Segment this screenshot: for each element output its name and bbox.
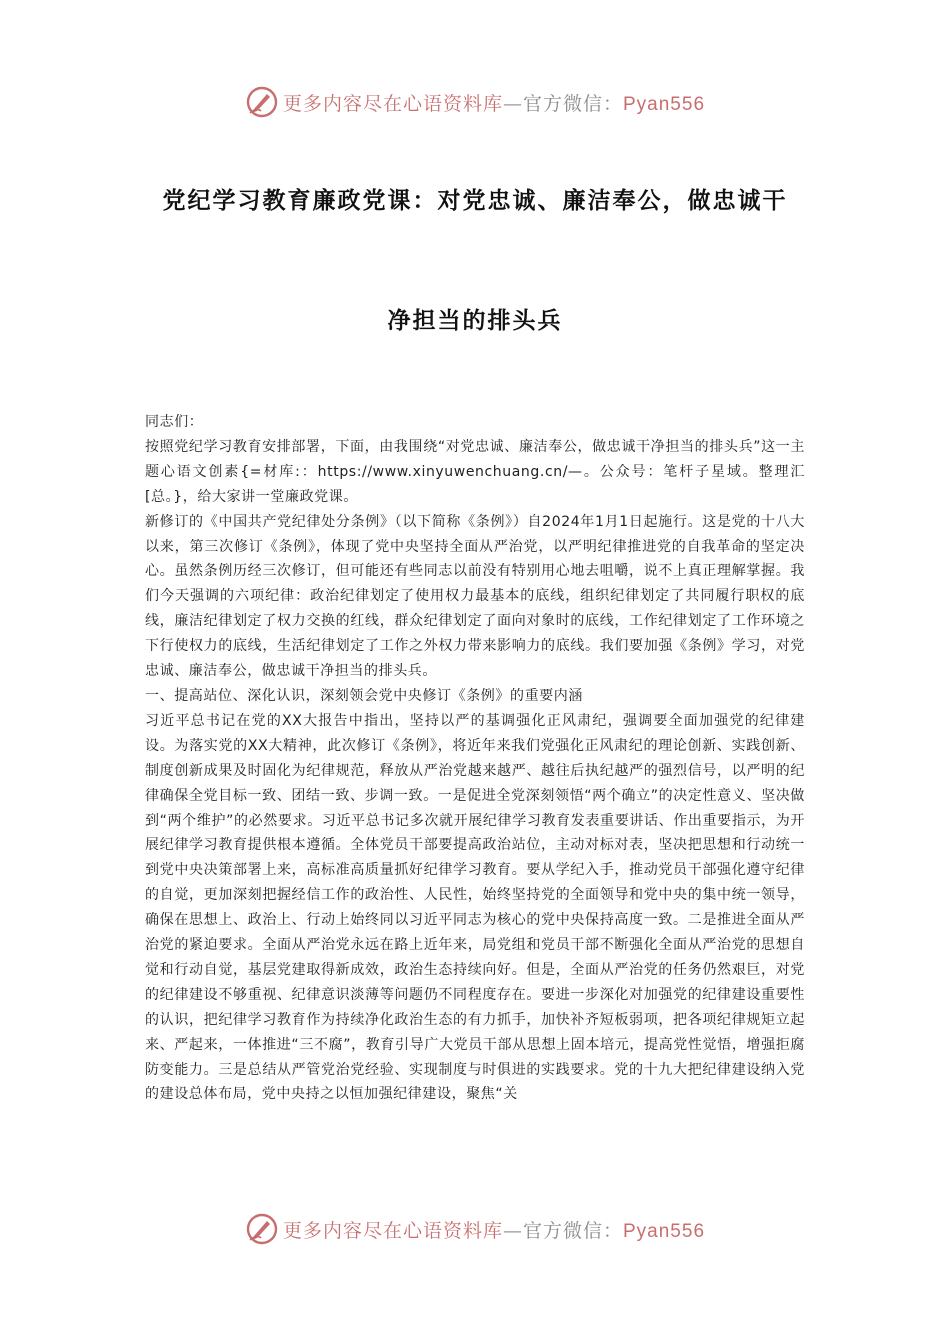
banner-main-text: 更多内容尽在心语资料库 [282,92,503,115]
document-body [145,410,805,1107]
paragraph-intro: 按照党纪学习教育安排部署，下面，由我围绕“对党忠诚、廉洁奉公，做忠诚干净担当的排头兵”这一主题心语文创素{=材库:：https://www.xinyuwenchuang.cn/—。公众号：笔杆子星域。整理汇[总。}，给大家讲一堂廉政党课。 [145,438,805,505]
paragraph-regulation: 新修订的《中国共产党纪律处分条例》（以下简称《条例》）自2024年1月1日起施行。这是党的十八大以来，第三次修订《条例》，体现了党中央坚持全面从严治党，以严明纪律推进党的自我革命的坚定决心。虽然条例历经三次修订，但可能还有些同志以前没有特别用心地去咀嚼，说不上真正理解掌握。我们今天强调的六项纪律：政治纪律划定了使用权力最基本的底线，组织纪律划定了共同履行职权的底线，廉洁纪律划定了权力交换的红线，群众纪律划定了面向对象时的底线，工作纪律划定了工作环境之下行使权力的底线，生活纪律划定了工作之外权力带来影响力的底线。我们要加强《条例》学习，对党忠诚、廉洁奉公，做忠诚干净担当的排头兵。 [145,513,805,680]
banner-wechat-label: 官方微信： [522,1219,623,1242]
banner-wechat-id: Pyan556 [623,1220,706,1242]
header-banner [0,82,950,122]
banner-text [283,1216,705,1243]
banner-dash: — [502,1219,523,1242]
banner-text [283,89,705,116]
footer-banner [0,1209,950,1249]
salutation: 同志们： [145,414,204,430]
banner-wechat-id: Pyan556 [623,93,706,115]
banner-dash: — [502,92,523,115]
banner-wechat-label: 官方微信： [522,92,623,115]
banner-main-text: 更多内容尽在心语资料库 [282,1219,503,1242]
paragraph-section-1: 习近平总书记在党的XX大报告中指出，坚持以严的基调强化正风肃纪，强调要全面加强党的纪律建设。为落实党的XX大精神，此次修订《条例》，将近年来我们党强化正风肃纪的理论创新、实践创新、制度创新成果及时固化为纪律规范，释放从严治党越来越严、越往后执纪越严的强烈信号，以严明的纪律确保全党目标一致、团结一致、步调一致。一是促进全党深刻领悟“两个确立”的决定性意义、坚决做到“两个维护”的必然要求。习近平总书记多次就开展纪律学习教育发表重要讲话、作出重要指示，为开展纪律学习教育提供根本遵循。全体党员干部要提高政治站位，主动对标对表，坚决把思想和行动统一到党中央决策部署上来，高标准高质量抓好纪律学习教育。要从学纪入手，推动党员干部强化遵守纪律的自觉，更加深刻把握经信工作的政治性、人民性，始终坚持党的全面领导和党中央的集中统一领导，确保在思想上、政治上、行动上始终同以习近平同志为核心的党中央保持高度一致。二是推进全面从严治党的紧迫要求。全面从严治党永远在路上近年来，局党组和党员干部不断强化全面从严治党的思想自觉和行动自觉，基层党建取得新成效，政治生态持续向好。但是，全面从严治党的任务仍然艰巨，对党的纪律建设不够重视、纪律意识淡薄等问题仍不同程度存在。要进一步深化对加强党的纪律建设重要性的认识，把纪律学习教育作为持续净化政治生态的有力抓手，加快补齐短板弱项，把各项纪律规矩立起来、严起来，一体推进“三不腐”，教育引导广大党员干部从思想上固本培元，提高党性觉悟，增强拒腐防变能力。三是总结从严管党治党经验、实现制度与时俱进的实践要求。党的十九大把纪律建设纳入党的建设总体布局，党中央持之以恒加强纪律建设，聚焦“关 [145,712,805,1103]
document-title-line-2: 净担当的排头兵 [387,307,563,334]
writer-logo-icon [245,85,279,119]
section-heading-1: 一、提高站位、深化认识，深刻领会党中央修订《条例》的重要内涵 [145,687,583,704]
document-title-line-1: 党纪学习教育廉政党课：对党忠诚、廉洁奉公，做忠诚干 [162,187,788,214]
writer-logo-icon [245,1212,279,1246]
